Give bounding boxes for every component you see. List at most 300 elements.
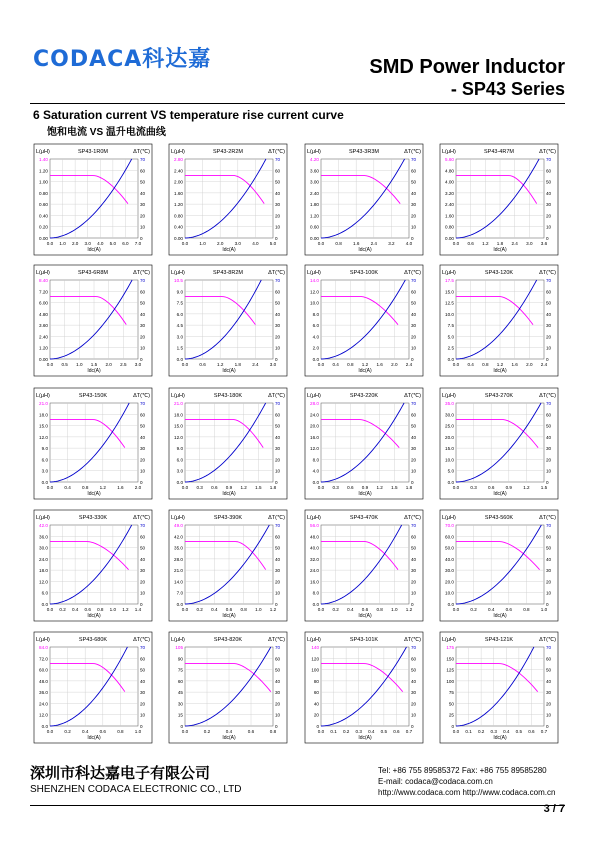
y2-tick-label: 70 <box>275 278 281 283</box>
y2-tick-label: 70 <box>411 278 417 283</box>
y-tick-label: 0.0 <box>447 602 454 607</box>
x-tick-label: 2.0 <box>105 362 112 367</box>
left-axis-label: L(μH) <box>36 393 50 399</box>
y2-tick-label: 30 <box>275 446 281 452</box>
x-tick-label: 0.4 <box>82 729 89 734</box>
y-tick-label: 5.0 <box>447 468 454 474</box>
y-tick-label: 48.0 <box>39 678 48 684</box>
y-tick-label: 1.00 <box>39 179 48 185</box>
y2-tick-label: 20 <box>411 334 417 340</box>
y-tick-label: 42.0 <box>39 523 48 528</box>
y2-tick-label: 40 <box>546 434 552 440</box>
y-tick-label: 0.0 <box>312 357 319 362</box>
y2-tick-label: 10 <box>275 712 281 718</box>
y2-tick-label: 30 <box>411 690 417 696</box>
x-tick-label: 0.8 <box>240 607 247 612</box>
y-tick-label: 20.0 <box>445 579 454 585</box>
y2-tick-label: 0 <box>275 724 278 729</box>
x-tick-label: 1.5 <box>540 485 548 490</box>
y2-tick-label: 40 <box>275 678 281 684</box>
page-number: 3 / 7 <box>543 803 565 815</box>
y2-tick-label: 30 <box>546 446 552 452</box>
company-name-cn: 深圳市科达嘉电子有限公司 <box>30 764 211 782</box>
x-tick-label: 1.6 <box>117 485 124 490</box>
y-tick-label: 12.0 <box>310 446 319 452</box>
y-tick-label: 0.60 <box>310 224 319 230</box>
right-axis-label: ΔT(℃) <box>268 149 285 155</box>
y-tick-label: 9.0 <box>176 446 183 452</box>
y2-tick-label: 30 <box>546 568 552 574</box>
y-tick-label: 20.0 <box>445 434 454 440</box>
y2-tick-label: 0 <box>411 357 414 362</box>
y-tick-label: 84.0 <box>39 645 48 650</box>
x-tick-label: 1.2 <box>99 485 106 490</box>
left-axis-label: L(μH) <box>171 149 185 155</box>
y2-tick-label: 50 <box>140 667 146 673</box>
y2-tick-label: 50 <box>140 300 146 306</box>
x-tick-label: 3.0 <box>526 241 533 246</box>
chart-title: SP43-470K <box>349 515 379 521</box>
y2-tick-label: 0 <box>140 602 143 607</box>
y-tick-label: 10.5 <box>174 278 183 283</box>
right-axis-label: ΔT(℃) <box>268 270 285 276</box>
y-tick-label: 0.0 <box>176 357 183 362</box>
y-tick-label: 30 <box>177 701 183 707</box>
x-axis-label: Idc(A) <box>358 735 372 741</box>
y2-tick-label: 60 <box>140 656 146 662</box>
y-tick-label: 15.0 <box>445 446 454 452</box>
x-tick-label: 2.4 <box>540 362 548 367</box>
y2-tick-label: 20 <box>275 579 281 585</box>
y-tick-label: 6.0 <box>176 457 183 463</box>
y2-tick-label: 50 <box>411 545 417 551</box>
contact-web: http://www.codaca.com http://www.codaca.com.cn <box>378 788 556 797</box>
y2-tick-label: 10 <box>140 224 146 230</box>
y2-tick-label: 40 <box>140 311 146 317</box>
y2-tick-label: 10 <box>411 345 417 351</box>
y-tick-label: 2.40 <box>39 334 48 340</box>
x-tick-label: 0.2 <box>470 607 477 612</box>
chart-sp43-330k <box>34 510 152 621</box>
y2-tick-label: 50 <box>546 545 552 551</box>
x-axis-label: Idc(A) <box>358 368 372 374</box>
x-tick-label: 1.5 <box>391 485 398 490</box>
y-tick-label: 0 <box>451 724 454 729</box>
y-tick-label: 42.0 <box>174 534 183 540</box>
y-tick-label: 90 <box>177 656 183 662</box>
y2-tick-label: 10 <box>411 712 417 718</box>
chart-title: SP43-180K <box>213 393 243 399</box>
y2-tick-label: 60 <box>546 656 552 662</box>
chart-sp43-121k <box>440 632 558 743</box>
y2-tick-label: 20 <box>411 457 417 463</box>
y-tick-label: 6.0 <box>41 590 48 596</box>
y-tick-label: 18.0 <box>39 412 48 418</box>
y2-tick-label: 70 <box>140 157 146 162</box>
y-tick-label: 18.0 <box>174 412 183 418</box>
y-tick-label: 4.80 <box>39 311 48 317</box>
y2-tick-label: 20 <box>411 579 417 585</box>
y-tick-label: 0.00 <box>445 236 454 241</box>
series-subtitle: - SP43 Series <box>450 79 565 99</box>
y-tick-label: 35.0 <box>445 401 454 406</box>
y-tick-label: 3.0 <box>176 468 183 474</box>
y2-tick-label: 70 <box>275 157 281 162</box>
x-tick-label: 4.0 <box>252 241 259 246</box>
left-axis-label: L(μH) <box>307 149 321 155</box>
left-axis-label: L(μH) <box>307 637 321 643</box>
y2-tick-label: 40 <box>275 311 281 317</box>
y2-tick-label: 20 <box>275 334 281 340</box>
left-axis-label: L(μH) <box>171 270 185 276</box>
y2-tick-label: 70 <box>411 645 417 650</box>
x-tick-label: 4.0 <box>97 241 104 246</box>
y2-tick-label: 40 <box>140 190 146 196</box>
y2-tick-label: 10 <box>140 590 146 596</box>
x-tick-label: 1.5 <box>90 362 98 367</box>
x-tick-label: 0.1 <box>465 729 472 734</box>
y-tick-label: 5.0 <box>447 334 454 340</box>
y-tick-label: 1.40 <box>39 157 48 162</box>
x-tick-label: 1.8 <box>496 241 504 246</box>
chart-sp43-560k <box>440 510 558 621</box>
contact-email: E-mail: codaca@codaca.com.cn <box>378 777 493 786</box>
chart-title: SP43-8R2M <box>213 270 243 276</box>
chart-sp43-3r3m <box>305 144 423 255</box>
y-tick-label: 2.0 <box>312 345 319 351</box>
x-axis-label: Idc(A) <box>222 368 236 374</box>
x-tick-label: 0.6 <box>211 485 218 490</box>
x-tick-label: 0.3 <box>332 485 339 490</box>
x-tick-label: 0.6 <box>347 485 354 490</box>
x-tick-label: 0.4 <box>71 607 79 612</box>
right-axis-label: ΔT(℃) <box>539 149 556 155</box>
right-axis-label: ΔT(℃) <box>133 270 150 276</box>
y2-tick-label: 60 <box>140 412 146 418</box>
chart-title: SP43-100K <box>349 270 379 276</box>
x-tick-label: 0.2 <box>64 729 71 734</box>
y2-tick-label: 30 <box>140 323 146 329</box>
chart-title: SP43-820K <box>213 637 243 643</box>
y-tick-label: 15.0 <box>39 423 48 429</box>
y2-tick-label: 30 <box>411 446 417 452</box>
x-tick-label: 4.0 <box>405 241 413 246</box>
y-tick-label: 75 <box>177 667 183 673</box>
x-tick-label: 1.0 <box>540 607 548 612</box>
y-tick-label: 25 <box>448 712 454 718</box>
y2-tick-label: 10 <box>275 224 281 230</box>
y2-tick-label: 0 <box>411 602 414 607</box>
left-axis-label: L(μH) <box>171 393 185 399</box>
y2-tick-label: 70 <box>546 157 552 162</box>
y-tick-label: 50 <box>448 701 454 707</box>
y2-tick-label: 70 <box>546 401 552 406</box>
y2-tick-label: 10 <box>140 345 146 351</box>
y2-tick-label: 0 <box>546 724 549 729</box>
x-tick-label: 1.6 <box>353 241 360 246</box>
y-tick-label: 20.0 <box>310 423 319 429</box>
x-tick-label: 1.5 <box>255 485 262 490</box>
x-tick-label: 0.3 <box>196 485 203 490</box>
x-axis-label: Idc(A) <box>358 613 372 619</box>
y-tick-label: 8.0 <box>312 590 319 596</box>
x-tick-label: 0.7 <box>540 729 548 734</box>
y-tick-label: 100 <box>311 667 319 673</box>
y-tick-label: 175 <box>446 645 454 650</box>
y-tick-label: 0 <box>180 724 183 729</box>
y-tick-label: 12.0 <box>39 712 48 718</box>
y2-tick-label: 50 <box>546 423 552 429</box>
y2-tick-label: 70 <box>546 523 552 528</box>
x-tick-label: 0.0 <box>452 485 460 490</box>
y-tick-label: 15 <box>177 712 183 718</box>
y-tick-label: 30.0 <box>39 545 48 551</box>
chart-title: SP43-150K <box>78 393 108 399</box>
y2-tick-label: 70 <box>275 401 281 406</box>
x-axis-label: Idc(A) <box>222 247 236 253</box>
y-tick-label: 1.60 <box>174 190 183 196</box>
chart-title: SP43-3R3M <box>349 149 379 155</box>
y-tick-label: 2.40 <box>174 168 183 174</box>
x-tick-label: 0.2 <box>342 729 350 734</box>
x-axis-label: Idc(A) <box>493 247 507 253</box>
chart-title: SP43-390K <box>213 515 243 521</box>
y2-tick-label: 10 <box>140 712 146 718</box>
x-tick-label: 1.2 <box>496 362 504 367</box>
y2-tick-label: 20 <box>140 579 146 585</box>
y-tick-label: 0.40 <box>174 224 183 230</box>
x-axis-label: Idc(A) <box>493 368 507 374</box>
y2-tick-label: 10 <box>546 590 552 596</box>
right-axis-label: ΔT(℃) <box>404 270 421 276</box>
y2-tick-label: 20 <box>546 334 552 340</box>
chart-title: SP43-121K <box>484 637 514 643</box>
chart-title: SP43-2R2M <box>213 149 243 155</box>
x-tick-label: 0.7 <box>405 729 413 734</box>
y2-tick-label: 60 <box>275 168 281 174</box>
y2-tick-label: 70 <box>140 278 146 283</box>
y2-tick-label: 0 <box>140 724 143 729</box>
x-tick-label: 0.9 <box>505 485 512 490</box>
x-tick-label: 0.8 <box>347 362 354 367</box>
chart-title: SP43-560K <box>484 515 514 521</box>
y2-tick-label: 10 <box>140 468 146 474</box>
x-tick-label: 2.0 <box>134 485 142 490</box>
y2-tick-label: 60 <box>411 412 417 418</box>
x-tick-label: 0.8 <box>269 729 277 734</box>
y2-tick-label: 70 <box>275 645 281 650</box>
x-tick-label: 1.2 <box>376 485 383 490</box>
y2-tick-label: 70 <box>140 401 146 406</box>
x-tick-label: 1.8 <box>405 485 413 490</box>
x-axis-label: Idc(A) <box>222 735 236 741</box>
y2-tick-label: 20 <box>275 213 281 219</box>
y2-tick-label: 60 <box>275 656 281 662</box>
y2-tick-label: 10 <box>546 712 552 718</box>
x-tick-label: 0.0 <box>317 729 325 734</box>
y-tick-label: 8.0 <box>312 457 319 463</box>
right-axis-label: ΔT(℃) <box>268 637 285 643</box>
right-axis-label: ΔT(℃) <box>539 270 556 276</box>
y-tick-label: 7.20 <box>39 289 48 295</box>
y-tick-label: 36.0 <box>39 690 48 696</box>
x-tick-label: 0.6 <box>199 362 206 367</box>
x-tick-label: 2.4 <box>405 362 413 367</box>
y2-tick-label: 60 <box>275 289 281 295</box>
x-tick-label: 1.8 <box>269 485 277 490</box>
contact-phone: Tel: +86 755 89585372 Fax: +86 755 89585280 <box>378 766 547 775</box>
x-tick-label: 0.0 <box>46 607 54 612</box>
y-tick-label: 4.0 <box>312 468 319 474</box>
x-tick-label: 1.2 <box>240 485 247 490</box>
y2-tick-label: 40 <box>275 434 281 440</box>
section-title: 6 Saturation current VS temperature rise current curve <box>33 108 344 122</box>
y-tick-label: 28.0 <box>310 401 319 406</box>
chart-title: SP43-330K <box>78 515 108 521</box>
y2-tick-label: 20 <box>140 334 146 340</box>
y-tick-label: 80 <box>313 678 319 684</box>
y2-tick-label: 30 <box>546 690 552 696</box>
x-tick-label: 0.2 <box>477 729 485 734</box>
y-tick-label: 14.0 <box>310 278 319 283</box>
y2-tick-label: 50 <box>411 667 417 673</box>
chart-sp43-680k <box>34 632 152 743</box>
y2-tick-label: 40 <box>275 556 281 562</box>
right-axis-label: ΔT(℃) <box>404 149 421 155</box>
y-tick-label: 50.0 <box>445 545 454 551</box>
x-axis-label: Idc(A) <box>87 491 101 497</box>
y2-tick-label: 50 <box>275 667 281 673</box>
chart-sp43-150k <box>34 388 152 499</box>
x-tick-label: 0.6 <box>247 729 255 734</box>
y-tick-label: 8.40 <box>39 278 48 283</box>
x-tick-label: 0.6 <box>467 241 474 246</box>
chart-sp43-220k <box>305 388 423 499</box>
y-tick-label: 49.0 <box>174 523 183 528</box>
left-axis-label: L(μH) <box>171 515 185 521</box>
y-tick-label: 0.0 <box>447 357 454 362</box>
x-tick-label: 0.8 <box>482 362 489 367</box>
y2-tick-label: 50 <box>275 545 281 551</box>
x-tick-label: 1.0 <box>255 607 262 612</box>
y2-tick-label: 10 <box>546 468 552 474</box>
y2-tick-label: 60 <box>546 534 552 540</box>
y2-tick-label: 60 <box>275 534 281 540</box>
y-tick-label: 0.00 <box>174 236 183 241</box>
y2-tick-label: 10 <box>546 224 552 230</box>
y2-tick-label: 30 <box>140 568 146 574</box>
right-axis-label: ΔT(℃) <box>133 393 150 399</box>
x-tick-label: 1.2 <box>523 485 530 490</box>
y2-tick-label: 70 <box>546 645 552 650</box>
x-tick-label: 0.0 <box>181 241 189 246</box>
y2-tick-label: 30 <box>275 323 281 329</box>
y2-tick-label: 10 <box>275 468 281 474</box>
y-tick-label: 0.0 <box>312 602 319 607</box>
chart-title: SP43-6R8M <box>78 270 108 276</box>
x-tick-label: 1.0 <box>391 607 398 612</box>
x-tick-label: 0.4 <box>488 607 495 612</box>
x-axis-label: Idc(A) <box>493 735 507 741</box>
y-tick-label: 0.80 <box>445 224 454 230</box>
y2-tick-label: 20 <box>140 457 146 463</box>
y-tick-label: 0.20 <box>39 224 48 230</box>
y-tick-label: 10.0 <box>445 457 454 463</box>
x-tick-label: 5.0 <box>109 241 117 246</box>
y2-tick-label: 60 <box>546 289 552 295</box>
y2-tick-label: 60 <box>140 168 146 174</box>
right-axis-label: ΔT(℃) <box>268 515 285 521</box>
y2-tick-label: 50 <box>546 179 552 185</box>
y2-tick-label: 60 <box>546 412 552 418</box>
y2-tick-label: 60 <box>411 289 417 295</box>
chart-sp43-180k <box>169 388 287 499</box>
x-tick-label: 0.0 <box>317 607 325 612</box>
y-tick-label: 125 <box>446 667 454 673</box>
chart-sp43-2r2m <box>169 144 287 255</box>
y2-tick-label: 30 <box>275 690 281 696</box>
y2-tick-label: 10 <box>275 345 281 351</box>
chart-title: SP43-1R0M <box>78 149 108 155</box>
y-tick-label: 0.00 <box>39 236 48 241</box>
y-tick-label: 2.5 <box>447 345 454 351</box>
x-tick-label: 2.4 <box>370 241 377 246</box>
y-tick-label: 0.0 <box>41 480 48 485</box>
y2-tick-label: 40 <box>140 556 146 562</box>
y-tick-label: 0 <box>316 724 319 729</box>
y-tick-label: 120 <box>311 656 319 662</box>
chart-sp43-120k <box>440 265 558 376</box>
y-tick-label: 1.60 <box>445 213 454 219</box>
x-tick-label: 0.0 <box>452 729 460 734</box>
y-tick-label: 0.0 <box>41 602 48 607</box>
y2-tick-label: 70 <box>411 157 417 162</box>
chart-title: SP43-101K <box>349 637 379 643</box>
x-tick-label: 0.0 <box>452 607 460 612</box>
y2-tick-label: 50 <box>140 423 146 429</box>
y2-tick-label: 10 <box>275 590 281 596</box>
chart-title: SP43-4R7M <box>484 149 514 155</box>
x-tick-label: 1.6 <box>511 362 518 367</box>
y-tick-label: 0.0 <box>41 724 48 729</box>
y2-tick-label: 30 <box>140 690 146 696</box>
x-tick-label: 2.4 <box>252 362 259 367</box>
y2-tick-label: 70 <box>411 401 417 406</box>
y-tick-label: 60.0 <box>445 534 454 540</box>
x-tick-label: 0.0 <box>46 241 54 246</box>
x-tick-label: 0.8 <box>117 729 124 734</box>
x-tick-label: 0.4 <box>332 362 339 367</box>
y-tick-label: 70.0 <box>445 523 454 528</box>
y-tick-label: 10.0 <box>445 311 454 317</box>
x-tick-label: 3.0 <box>134 362 142 367</box>
y-tick-label: 12.0 <box>174 434 183 440</box>
y-tick-label: 60 <box>313 690 319 696</box>
x-axis-label: Idc(A) <box>222 491 236 497</box>
right-axis-label: ΔT(℃) <box>268 393 285 399</box>
y2-tick-label: 30 <box>411 202 417 208</box>
y2-tick-label: 0 <box>140 236 143 241</box>
x-tick-label: 5.0 <box>269 241 277 246</box>
left-axis-label: L(μH) <box>36 637 50 643</box>
y2-tick-label: 40 <box>411 556 417 562</box>
y2-tick-label: 50 <box>140 179 146 185</box>
x-tick-label: 0.8 <box>97 607 104 612</box>
x-tick-label: 0.3 <box>355 729 362 734</box>
y-tick-label: 1.20 <box>174 202 183 208</box>
x-tick-label: 0.0 <box>181 362 189 367</box>
x-tick-label: 0.5 <box>380 729 388 734</box>
